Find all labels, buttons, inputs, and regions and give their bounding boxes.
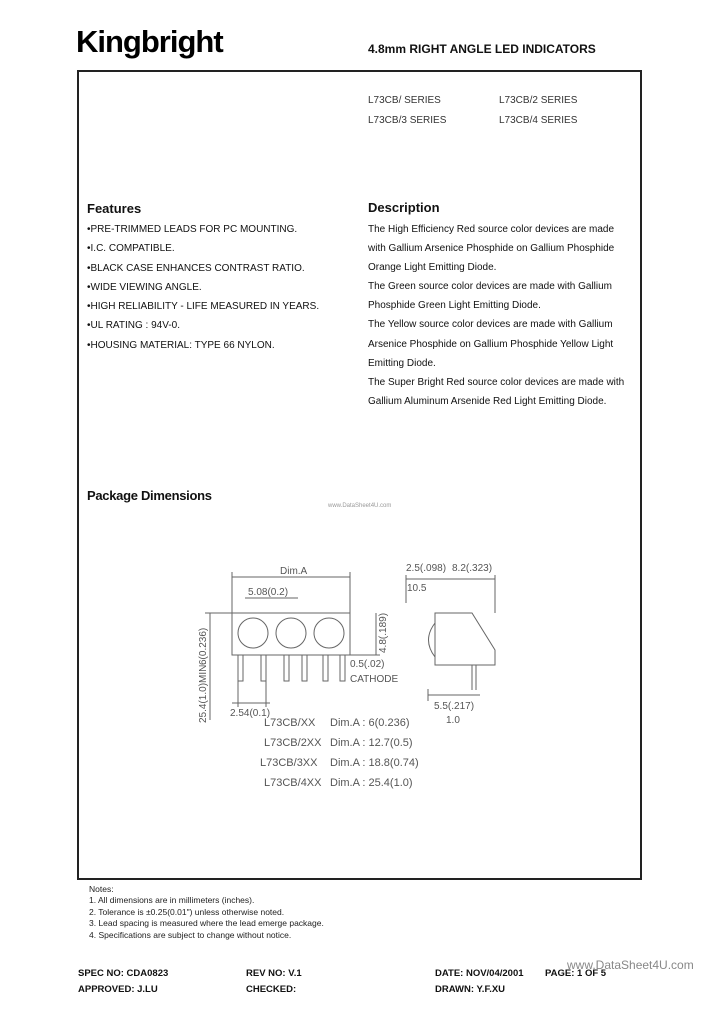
description-line: The Green source color devices are made with Gallium bbox=[368, 281, 612, 293]
led-lens-2 bbox=[276, 618, 306, 648]
spec-no: SPEC NO: CDA0823 bbox=[78, 968, 169, 979]
dim-row-4: Dim.A : 25.4(1.0) bbox=[330, 777, 413, 789]
side-height-label: 10.5 bbox=[407, 583, 427, 594]
side-housing bbox=[435, 613, 495, 665]
cathode-label: CATHODE bbox=[350, 674, 399, 685]
dim-a-label: Dim.A bbox=[280, 566, 308, 577]
part-row-2: L73CB/2XX bbox=[264, 737, 322, 749]
brand-logo: Kingbright bbox=[76, 24, 223, 59]
lead bbox=[238, 655, 243, 681]
package-heading: Package Dimensions bbox=[87, 488, 212, 503]
feature-item: •UL RATING : 94V-0. bbox=[87, 320, 180, 332]
dim-row-2: Dim.A : 12.7(0.5) bbox=[330, 737, 413, 749]
lead bbox=[302, 655, 307, 681]
site-watermark: www.DataSheet4U.com bbox=[567, 958, 694, 972]
part-row-1: L73CB/XX bbox=[264, 717, 316, 729]
lead-pitch-label: 2.54(0.1) bbox=[230, 708, 271, 719]
lead bbox=[340, 655, 345, 681]
side-lens bbox=[429, 623, 436, 657]
series-2: L73CB/2 SERIES bbox=[499, 95, 578, 106]
pitch-top-label: 5.08(0.2) bbox=[248, 587, 289, 598]
package-drawing bbox=[190, 555, 520, 805]
series-4: L73CB/4 SERIES bbox=[499, 115, 578, 126]
note-item: 2. Tolerance is ±0.25(0.01") unless otherwise noted. bbox=[89, 906, 285, 917]
side-bottom-label: 5.5(.217) bbox=[434, 701, 475, 712]
description-heading: Description bbox=[368, 200, 440, 215]
page-number: PAGE: 1 OF 5 bbox=[545, 968, 607, 979]
lead-length-label: 25.4(1.0)MIN. bbox=[198, 661, 209, 723]
series-1: L73CB/ SERIES bbox=[368, 95, 441, 106]
description-line: The Super Bright Red source color devices are made with bbox=[368, 376, 625, 388]
rev-no: REV NO: V.1 bbox=[246, 968, 302, 979]
watermark-text: www.DataSheet4U.com bbox=[328, 503, 392, 509]
description-text bbox=[368, 220, 636, 411]
lead bbox=[261, 655, 266, 681]
lead-width-label: 0.5(.02) bbox=[350, 659, 385, 670]
side-width-1-label: 2.5(.098) bbox=[406, 563, 447, 574]
notes-heading: Notes: bbox=[89, 884, 114, 894]
date: DATE: NOV/04/2001 bbox=[435, 968, 524, 979]
lead bbox=[323, 655, 328, 681]
feature-item: •BLACK CASE ENHANCES CONTRAST RATIO. bbox=[87, 262, 305, 274]
approved-by: APPROVED: J.LU bbox=[78, 984, 158, 995]
drawn-by: DRAWN: Y.F.XU bbox=[435, 984, 506, 995]
feature-item: •HIGH RELIABILITY - LIFE MEASURED IN YEARS. bbox=[87, 301, 320, 313]
side-min-label: 1.0 bbox=[446, 715, 460, 726]
feature-item: •HOUSING MATERIAL: TYPE 66 NYLON. bbox=[87, 339, 275, 351]
right-height-label: 4.8(.189) bbox=[378, 612, 389, 653]
features-heading: Features bbox=[87, 201, 142, 216]
description-line: Emitting Diode. bbox=[368, 357, 436, 369]
lead bbox=[284, 655, 289, 681]
feature-item: •I.C. COMPATIBLE. bbox=[87, 243, 175, 255]
notes-block bbox=[89, 884, 324, 941]
feature-item: •PRE-TRIMMED LEADS FOR PC MOUNTING. bbox=[87, 224, 298, 235]
dim-row-3: Dim.A : 18.8(0.74) bbox=[330, 757, 419, 769]
led-lens-3 bbox=[314, 618, 344, 648]
dim-row-1: Dim.A : 6(0.236) bbox=[330, 717, 410, 729]
note-item: 1. All dimensions are in millimeters (inches). bbox=[89, 895, 255, 906]
document-title: 4.8mm RIGHT ANGLE LED INDICATORS bbox=[368, 42, 596, 56]
description-line: Gallium Aluminum Arsenide Red Light Emitting Diode. bbox=[368, 395, 607, 407]
description-line: Orange Light Emitting Diode. bbox=[368, 262, 497, 274]
front-housing bbox=[232, 613, 350, 655]
features-list bbox=[87, 220, 357, 355]
led-lens-1 bbox=[238, 618, 268, 648]
note-item: 3. Lead spacing is measured where the lead emerge package. bbox=[89, 918, 324, 929]
part-row-3: L73CB/3XX bbox=[260, 757, 318, 769]
part-row-4: L73CB/4XX bbox=[264, 777, 322, 789]
feature-item: •WIDE VIEWING ANGLE. bbox=[87, 281, 202, 293]
description-line: with Gallium Arsenice Phosphide on Gallium Phosphide bbox=[368, 243, 615, 255]
height-left-label: 6(0.236) bbox=[198, 627, 209, 665]
side-width-2-label: 8.2(.323) bbox=[452, 563, 493, 574]
description-line: Phosphide Green Light Emitting Diode. bbox=[368, 300, 541, 312]
series-3: L73CB/3 SERIES bbox=[368, 115, 447, 126]
description-line: Arsenice Phosphide on Gallium Phosphide Yellow Light bbox=[368, 338, 614, 350]
checked-by: CHECKED: bbox=[246, 984, 297, 995]
note-item: 4. Specifications are subject to change without notice. bbox=[89, 929, 292, 940]
description-line: The High Efficiency Red source color devices are made bbox=[368, 224, 615, 235]
description-line: The Yellow source color devices are made with Gallium bbox=[368, 319, 613, 331]
